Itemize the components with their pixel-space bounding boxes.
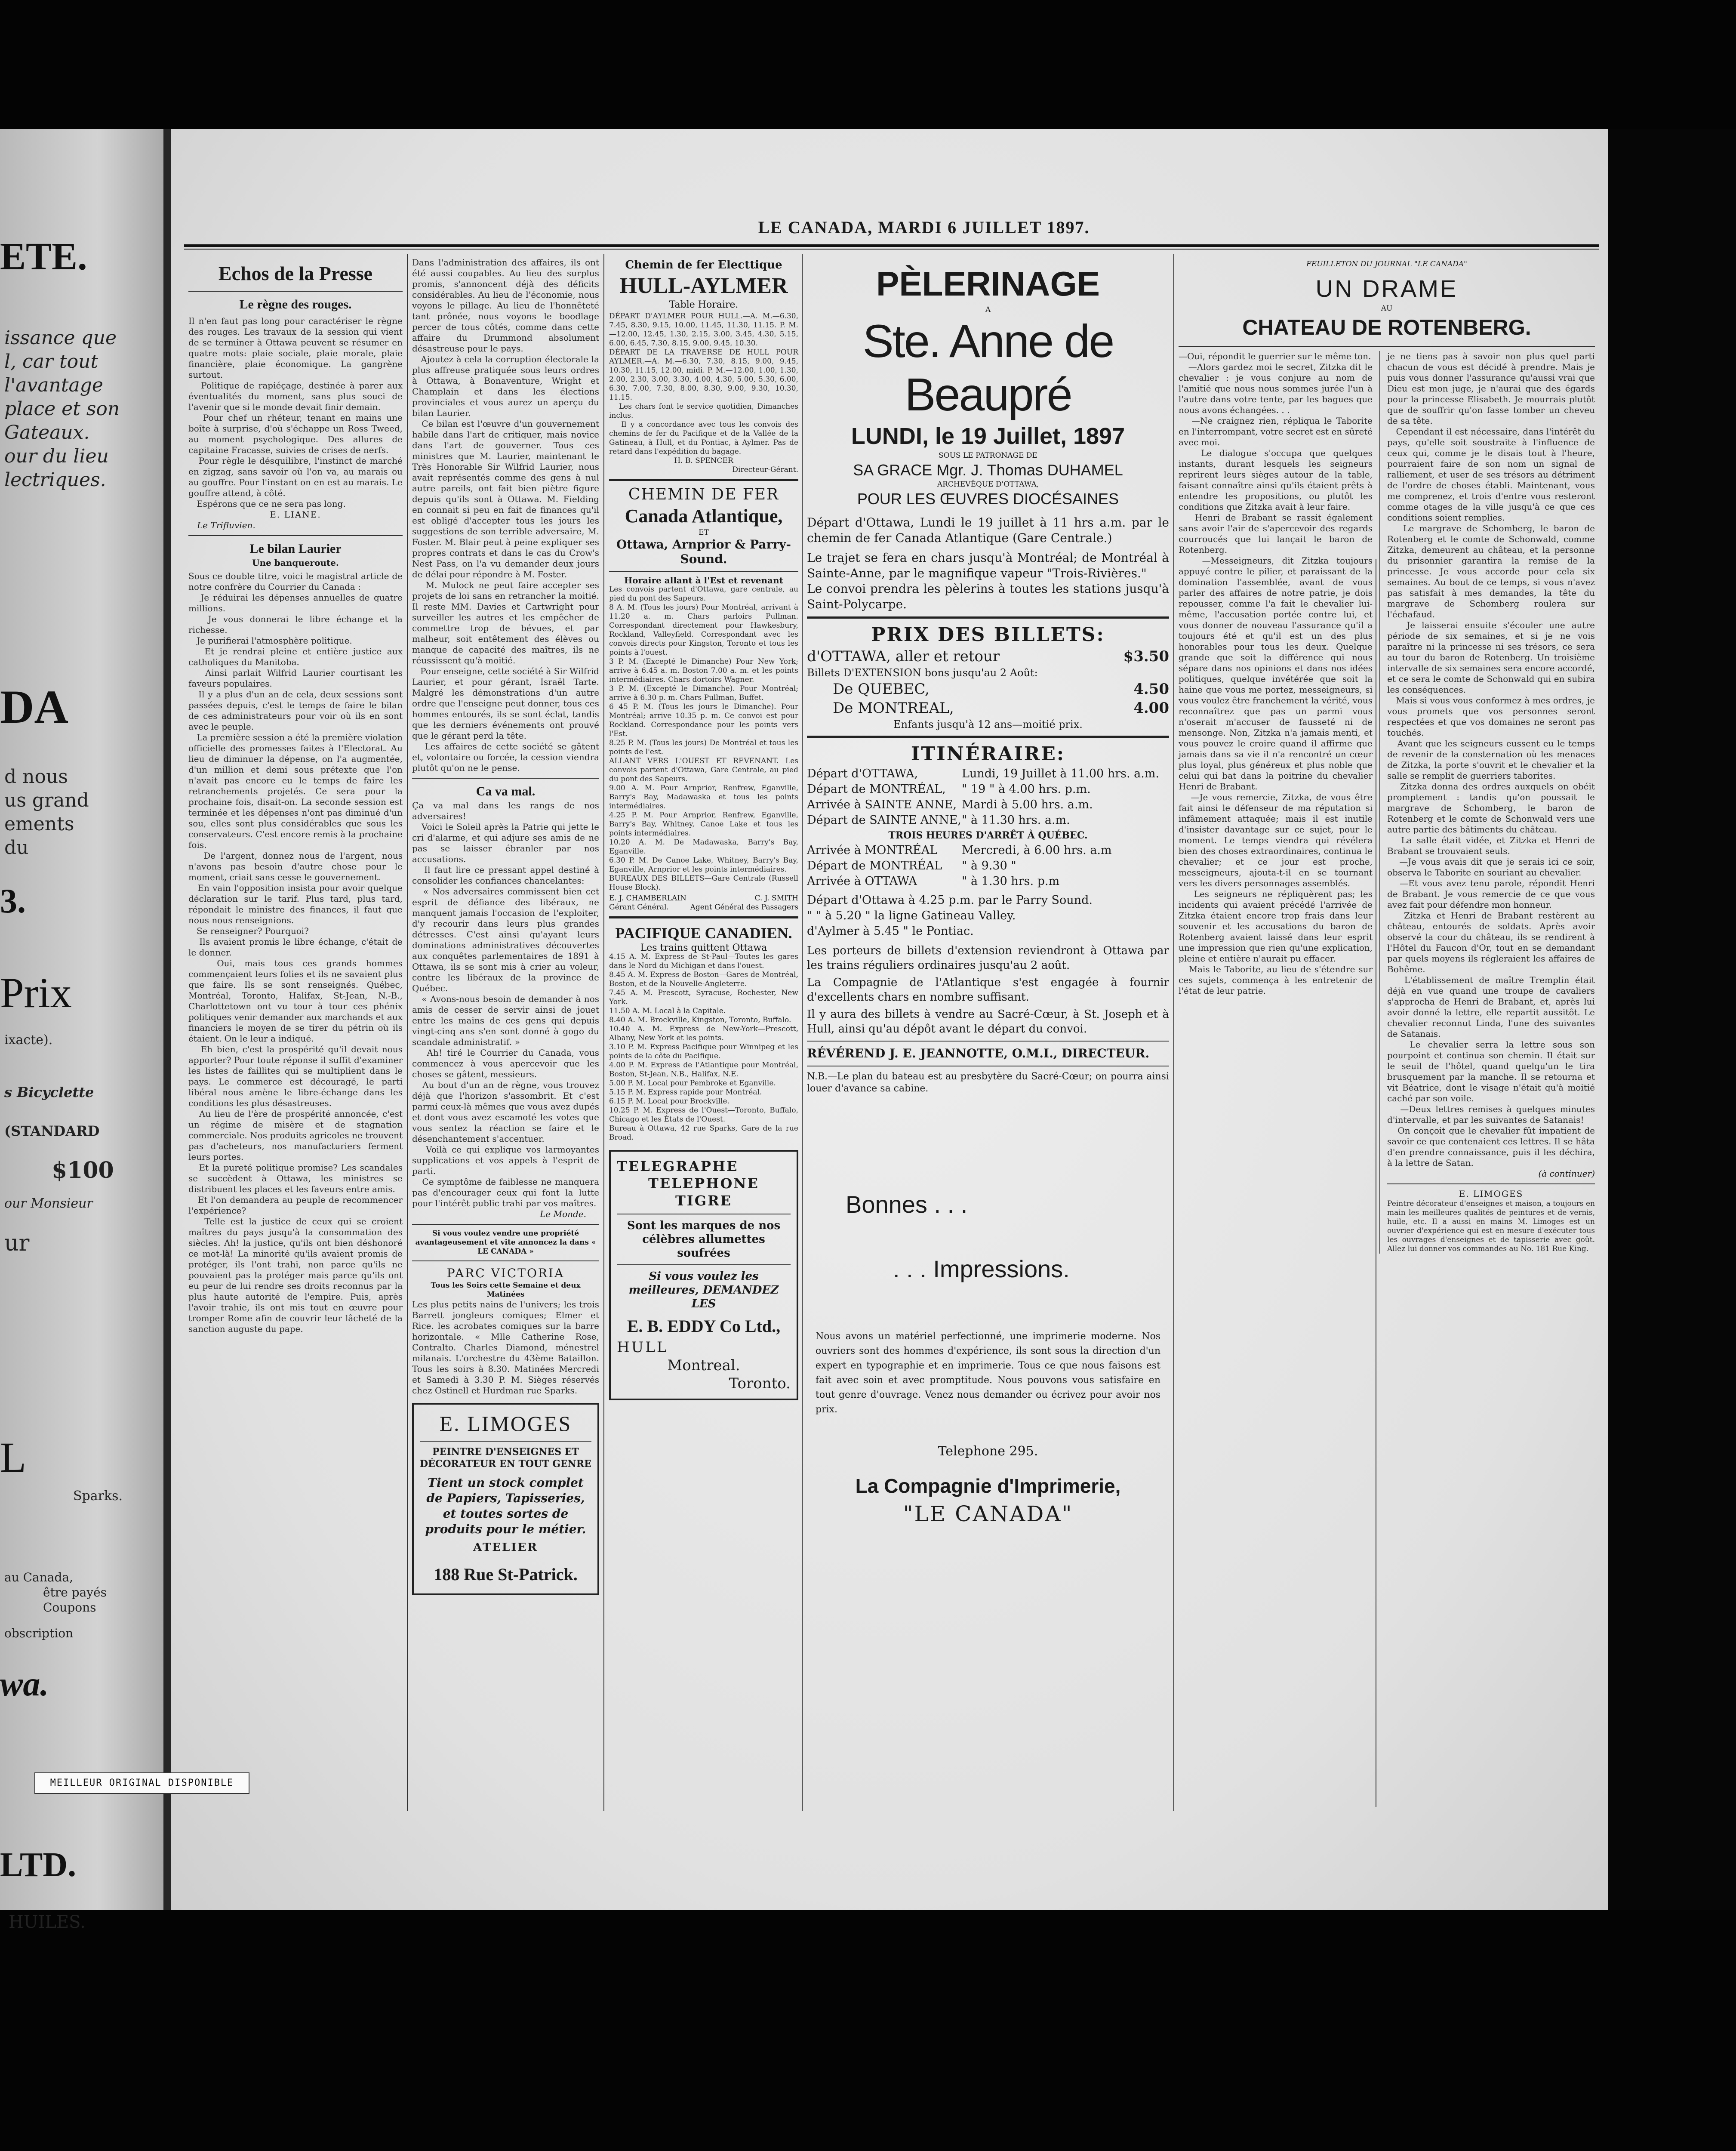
itin-when: " à 1.30 hrs. p.m [962,875,1060,888]
feuilleton-header: FEUILLETON DU JOURNAL "LE CANADA" [1306,260,1467,268]
prev-fragment: L [0,1433,27,1481]
prix-label: De QUEBEC, [833,681,930,698]
archive-stamp: MEILLEUR ORIGINAL DISPONIBLE [34,1772,249,1794]
feuilleton-text: je ne tiens pas à savoir non plus quel parti chacun de vous est décidé à prendre. Mais je puis vous donner l'assurance qu'aussi vrai que Dieu est mon juge, je n'aurai que des égards pour la princesse Elisabeth. Je mourrais plutôt que de souffrir qu'on fasse tomber un cheveu de sa tête. Cependant il est nécessaire, dans l'intérêt du pays, qu'elle soit soustraite à l'influence de ceux qui, comme je le disais tout à l'heure, pourraient faire de son nom un signal de ralliement, et user de ses trésors au détriment de l'ordre de choses établi. Maintenant, vous me comprenez, et trois d'entre vous resteront comme otages de la ville jusqu'à ce que ces conditions soient remplies. Le margrave de Schomberg, le baron de Rotenberg et le comte de Schonwald, comme Zitzka, demeurent au château, et la personne du prisonnier garantira la remise de la princesse. Je vous accorde pour cela six semaines. Au bout de ce temps, si vous n'avez pas satisfait à mes demandes, la tête du margrave de Schomberg roulera sur l'échafaud. Je laisserai ensuite s'écouler une autre période de six semaines, et si je ne vois paraître ni la princesse ni ses trésors, ce sera au tour du baron de Rotenberg. Un troisième intervalle de six semaines sera encore accordé, et ce sera le comte de Schonwald qui en subira les conséquences. Mais si vous vous conformez à mes ordres, je vous promets que vos personnes seront respectées et que vos domaines ne seront pas touchés. Avant que les seigneurs eussent eu le temps de revenir de la consternation où les menaces de Zitzka, la porte s'ouvrit et le chevalier et la salle se remplit de guerriers taborites. Zitzka donna des ordres auxquels on obéit promptement : tandis qu'on poussait le margrave de Schomberg, le baron de Rotenberg et le comte de Schonwald vers une autre partie des bâtiments du château. La salle était vidée, et Zitzka et Henri de Brabant se trouvaient seuls. —Je vous avais dit que je serais ici ce soir, observa le Taborite en souriant au chevalier. —Et vous avez tenu parole, répondit Henri de Brabant. Je vous remercie de ce que vous avez fait pour défendre mon honneur. Zitzka et Henri de Brabant restèrent au château, entourés de soldats. Après avoir observé la cour du château, ils se rendirent à l'Hôtel du Faucon d'Or, tout en se demandant par quels moyens ils régleraient les affaires de Bohême. L'établissement de maître Tremplin était déjà en vue quand une troupe de cavaliers s'approcha de Henri de Brabant, et, après lui avoir donné la lettre, elle repartit aussitôt. Le chevalier reconnut Linda, l'une des suivantes de Satanais. Le chevalier serra la lettre sous son pourpoint et continua son chemin. Il était sur le seuil de l'hôtel, quand quelqu'un le tira brusquement par la manche. Il se retourna et vit Béatrice, dont le visage n'était qu'à moitié caché par son voile. —Deux lettres remises à quelques minutes d'intervalle, et par les suivantes de Satanais! On conçoit que le chevalier fût impatient de savoir ce que contenaient ces lettres. Il se hâta d'en prendre connaissance, puis il les déchira, à la lettre de Satan. [1387,351,1595,1168]
prev-fragment: $100 [52,1157,114,1183]
prev-fragment: l, car tout [4,351,98,373]
prix-enfants: Enfants jusqu'à 12 ans—moitié prix. [893,718,1083,730]
feuilleton-au: AU [1381,304,1393,313]
pelerinage-convoi: Le convoi prendra les pèlerins à toutes les stations jusqu'à Saint-Polycarpe. [807,582,1169,611]
prev-fragment: LTD. [0,1846,77,1884]
impressions-company: La Compagnie d'Imprimerie, [855,1475,1121,1497]
prix-label: Billets D'EXTENSION bons jusqu'au 2 Août: [807,667,1038,679]
itin-place: Départ d'OTTAWA, [807,767,918,780]
article-subtitle: Une banqueroute. [252,558,339,568]
prev-fragment: issance que [4,327,117,349]
cp-title: PACIFIQUE CANADIEN. [615,924,792,942]
prix-table [807,647,1169,718]
article-source: Le Trifluvien. [197,520,255,530]
article-body: Il n'en faut pas long pour caractériser le règne des rouges. Les travaux de la session qui vient de se terminer à Ottawa peuvent se résumer en quatre mots: plaie sociale, plaie morale, plaie financière, plaie économique. La gangrène surtout. Politique de rapiéçage, destinée à parer aux éventualités du moment, sans plus souci de l'avenir que si le monde devait finir demain. Pour chef un rhéteur, tenant en mains une boîte à surprise, d'où s'échappe un Ross Tweed, au moment psychologique. Des allures de capitaine Fracasse, suivies de crises de nerfs. Pour règle le désquilibre, l'instinct de marché en zigzag, sans savoir où l'on va, au marais ou au gouffre. Pour l'instant on en est au marais. Le gouffre attend, à côté. Espérons que ce ne sera pas long. [188,316,403,509]
pelerinage-nb: N.B.—Le plan du bateau est au presbytère du Sacré-Cœur; on pourra ainsi louer d'avance sa cabine. [807,1071,1169,1094]
sale-notice: Si vous voulez vendre une propriété avantageusement et vite annoncez la dans « LE CANADA » [415,1229,596,1256]
article-body: Sous ce double titre, voici le magistral article de notre confrère du Courrier du Canada : Je réduirai les dépenses annuelles de quatre millions. Je vous donnerai le libre échange et la richesse. Je purifierai l'atmosphère politique. Et je rendrai pleine et entière justice aux catholiques du Manitoba. Ainsi parlait Wilfrid Laurier courtisant les faveurs populaires. Il y a plus d'un an de cela, deux sessions sont passées depuis, c'est le temps de faire le bilan de ces administrateurs pour voir où ils en sont avec le peuple. La première session a été la première violation officielle des promesses faites à l'Electorat. Au lieu de diminuer la dépense, on l'a augmentée, d'un million et demi sous prétexte que l'on n'avait pas encore eu le temps de faire les retranchements projetés. Ce sera pour la prochaine fois, disait-on. La seconde session est terminée et les dépenses n'ont pas diminué d'un sou, elles sont plus considérables que sous les conservateurs. C'est encore remis à la prochaine fois. De l'argent, donnez nous de l'argent, nous n'avons pas besoin d'autre chose pour le moment, criait sans cesse le gouvernement. En vain l'opposition insista pour avoir quelque déclaration sur le tarif. Plus tard, plus tard, répondait le ministre des finances, il faut que nous nous renseignions. Se renseigner? Pourquoi? Ils avaient promis le libre échange, c'était de le donner. Oui, mais tous ces grands hommes commençaient leurs folies et ils ne savaient plus que faire. Ils se sont renseignés. Québec, Montréal, Toronto, Halifax, St-Jean, N.-B., Charlottetown ont vu tour à tour ces phénix politiques venir demander aux marchands et aux financiers le moyen de se tirer du pétrin où ils étaient. On le leur a indiqué. [188,571,403,1044]
itin-place: Arrivée à OTTAWA [807,875,917,888]
prev-fragment: d nous [4,766,68,788]
limoges-stock: Tient un stock complet de Papiers, Tapisseries, et toutes sortes de produits pour le métier. [425,1476,586,1536]
eddy-city: HULL [617,1339,668,1356]
itin-when: Mercredi, à 6.00 hrs. a.m [962,844,1112,857]
feuilleton-title2: CHATEAU DE ROTENBERG. [1242,315,1531,339]
column-rule [603,254,604,1811]
previous-page-fragment [0,129,163,1932]
prev-fragment: place et son [4,398,120,420]
limoges-trade: PEINTRE D'ENSEIGNES ET DÉCORATEUR EN TOUT GENRE [420,1446,591,1470]
pelerinage-oeuvres: POUR LES ŒUVRES DIOCÉSAINES [857,490,1119,508]
ca-title: Canada Atlantique, [625,505,783,527]
prix-value: $3.50 [1123,648,1169,665]
ca-sign-right: C. J. SMITH [754,894,798,903]
eddy-city: Montreal. [667,1357,740,1374]
column-echos [188,254,403,1837]
prev-fragment: Gateaux. [4,422,90,444]
impressions-telephone: Telephone 295. [938,1444,1038,1459]
park-title: PARC VICTORIA [446,1266,565,1280]
prix-label: De MONTREAL, [833,700,954,717]
prev-fragment: au Canada, [4,1570,73,1584]
cp-subtitle: Les trains quittent Ottawa [640,943,767,953]
prev-fragment: us grand [4,789,89,811]
column-rule [1173,254,1174,1811]
itin-line: Départ d'Ottawa à 4.25 p.m. par le Parry Sound. [807,894,1093,907]
pelerinage-directeur: RÉVÉREND J. E. JEANNOTTE, O.M.I., DIRECTEUR. [807,1046,1150,1060]
prev-fragment: ETE. [0,235,87,278]
feuilleton [1179,254,1595,1837]
prev-fragment: l'avantage [4,374,103,396]
pelerinage-ad [807,254,1169,1136]
ca-subtitle: Ottawa, Arnprior & Parry-Sound. [616,537,791,566]
hull-title: HULL-AYLMER [619,274,788,298]
limoges-address: 188 Rue St-Patrick. [434,1565,578,1584]
limoges-ad [412,1403,599,1595]
prev-fragment: our du lieu [4,445,109,467]
limoges-atelier: ATELIER [473,1541,538,1554]
park-body: Les plus petits nains de l'univers; les trois Barrett jongleurs comiques; Elmer et Rice. les acrobates comiques sur la barre horizontale. « Mlle Catherine Rose, Contralto. Charles Diamond, ménestrel milanais. L'orchestre du 43ème Bataillon. Tous les soirs à 8.30. Matinées Mercredi et Samedi à 3.30 P. M. Sièges réservés chez Ostinell et Hurdman rue Sparks. [412,1299,602,1396]
eddy-ad [609,1150,798,1400]
article-source: Le Monde. [540,1209,586,1219]
prev-fragment: être payés [43,1585,107,1599]
pelerinage-vente: Il y aura des billets à vendre au Sacré-Cœur, à St. Joseph et à Hull, ainsi qu'au dépôt avant le départ du convoi. [807,1008,1169,1035]
prev-fragment: ements [4,813,74,835]
itin-place: Départ de SAINTE ANNE, [807,814,961,827]
impressions-bonnes: Bonnes . . . [846,1191,968,1218]
article-body: Dans l'administration des affaires, ils ont été aussi coupables. Au lieu des surplus promis, s'annoncent déjà des déficits considérables. Au lieu de l'économie, nous voyons le pillage. Au lieu de l'honnêteté tant prônée, nous voyons le boodlage percer de tous côtés, comme dans cette affaire du Drummond absolument désastreuse pour le pays. Ajoutez à cela la corruption électorale la plus affreuse pratiquée sous leurs ordres à Ottawa, à Bonaventure, Wright et Champlain et dans les élections provinciales et vous aurez un aperçu du bilan Laurier. Ce bilan est l'œuvre d'un gouvernement habile dans l'art de critiquer, mais novice dans l'art de gouverner. Tous ces ministres que M. Laurier, maintenant le Très Honorable Sir Wilfrid Laurier, nous avait représentés comme des gens à nul autre pareils, ont fait bien piètre figure depuis qu'ils sont à Ottawa. M. Fielding en connait si peu en fait de finances qu'il est obligé d'accepter tous les jours les suggestions de son terrible adversaire, M. Foster. M. Blair peut à peine expliquer ses propres contrats et dans le cas du Crow's Nest Pass, on l'a vu demander deux jours de délai pour répondre à M. Foster. M. Mulock ne peut faire accepter ses projets de loi sans en retrancher la moitié. Il reste MM. Davies et Cartwright pour surveiller les autres et les empêcher de commettre trop de bévues, et par malheur, soit entêtement des élèves ou manque de capacité des maîtres, ils ne réussissent qu'à moitié. Pour enseigne, cette société à Sir Wilfrid Laurier, et pour gérant, Israël Tarte. Malgré les démonstrations d'un autre ordre que l'enseigne peut donner, tous ces hommes entourés, ils se sont éclat, tandis que les derniers événements ont prouvé que le gérant perd la tête. Les affaires de cette société se gâtent et, volontaire ou forcée, la cession viendra plutôt qu'on ne le pense. [412,257,599,773]
pelerinage-date: LUNDI, le 19 Juillet, 1897 [851,423,1125,449]
hull-header: Chemin de fer Electtique [625,259,782,271]
article-body: Eh bien, c'est la prospérité qu'il devait nous apporter? Pour toute réponse il suffit d'examiner les listes de faillites qui se multiplient dans le pays. Le commerce est découragé, le parti libéral nous amène le libre-échange dans les conditions les plus désastreuses. Au lieu de l'ère de prospérité annoncée, c'est un régime de misère et de stagnation commerciale. Nos produits agricoles ne trouvent pas d'acheteurs, nos manufacturiers ferment leurs portes. Et la pureté politique promise? Les scandales se succèdent à Ottawa, les ministres se distribuent les places et les faveurs entre amis. Et l'on demandera au peuple de recommencer l'expérience? Telle est la justice de ceux qui se croient maîtres du pays jusqu'à la consommation des siècles. Ah! la justice, qu'ils ont bien déshonoré ce mot-là! La minorité qu'ils avaient promis de protéger, ils l'ont trahi, non parce qu'ils ne pouvaient pas la protéger mais parce qu'ils ont eu peur de lui rendre ses droits reconnus par la plus haute autorité de l'empire. Puis, après l'avoir trahie, ils ont mis tout en œuvre pour tromper Rome afin de couvrir leur lâcheté de la sanction auguste du pape. [188,1044,403,1334]
eddy-text: Si vous voulez les meilleures, DEMANDEZ LES [628,1270,779,1310]
prix-label: d'OTTAWA, aller et retour [807,648,1000,665]
article-title: Le bilan Laurier [249,542,342,556]
prev-fragment: Prix [0,969,72,1017]
hull-subtitle: Table Horaire. [669,299,739,310]
prev-fragment: ur [4,1230,30,1256]
itin-line: " " à 5.20 " la ligne Gatineau Valley. [807,909,1016,922]
itin-place: Arrivée à SAINTE ANNE, [807,798,957,811]
prev-fragment: (STANDARD [4,1123,100,1139]
pelerinage-place: Ste. Anne de Beaupré [862,315,1114,420]
itin-place: Départ de MONTRÉAL [807,859,942,872]
impressions-title: . . . Impressions. [893,1255,1070,1282]
column-rule [407,254,408,1811]
eddy-brand: E. B. EDDY Co Ltd., [627,1316,781,1336]
eddy-text: Sont les marques de nos célèbres allumettes soufrées [627,1219,781,1260]
pelerinage-archeveque: ARCHEVÊQUE D'OTTAWA, [937,480,1039,489]
article-title: Le règne des rouges. [239,297,352,311]
pelerinage-trajet: Le trajet se fera en chars jusqu'à Montréal; de Montréal à Sainte-Anne, par le magnifique vapeur "Trois-Rivières." [807,551,1169,580]
prev-fragment: obscription [4,1626,74,1640]
itin-when: " à 9.30 " [962,859,1016,872]
column-railways [609,254,798,1837]
feuilleton-limoges-sign: E. LIMOGES [1459,1189,1524,1199]
page-gutter [163,129,171,1910]
itin-when: Mardi à 5.00 hrs. a.m. [962,798,1093,811]
prev-fragment: DA [0,681,68,733]
prev-fragment: lectriques. [4,469,106,491]
prev-fragment: HUILES. [9,1912,86,1932]
prix-title: PRIX DES BILLETS: [871,624,1105,646]
prev-fragment: s Bicyclette [4,1084,94,1100]
pelerinage-depart: Départ d'Ottawa, Lundi le 19 juillet à 11 hrs a.m. par le chemin de fer Canada Atlantique (Gare Centrale.) [807,515,1169,545]
itin-place: Arrivée à MONTRÉAL [807,844,938,857]
ca-sign-left: E. J. CHAMBERLAIN [609,894,686,903]
feuilleton-continuer: (à continuer) [1538,1168,1595,1179]
ca-sign-left-role: Gérant Général. [609,903,669,912]
itin-place: Départ de MONTRÉAL, [807,783,946,796]
feuilleton-limoges-text: Peintre décorateur d'enseignes et maison, a toujours en main les meilleures qualités de peintures et de vernis, huile, etc. Il a aussi en mains M. Limoges est un ouvrier d'expérience qui est en mesure d'exécuter tous les ouvrages d'enseignes et de tapisserie avec goût. Allez lui donner vos commandes au No. 181 Rue King. [1387,1199,1597,1253]
prev-fragment: Sparks. [73,1488,123,1504]
itin-when: Lundi, 19 Juillet à 11.00 hrs. a.m. [962,767,1159,780]
column-laurier [412,254,602,1837]
impressions-body: Nous avons un matériel perfectionné, une imprimerie moderne. Nos ouvriers sont des hommes d'expérience, ils sont sous la direction d'un expert en typographie et en imprimerie. Tous ce que nous faisons est fait avec soin et avec promptitude. Nous pouvons vous satisfaire en tout genre d'ouvrage. Venez nous demander ou écrivez pour avoir nos prix. [816,1331,1160,1415]
feuilleton-title1: UN DRAME [1315,275,1458,302]
prix-value: 4.50 [1133,681,1169,698]
prev-fragment: 3. [0,882,26,920]
pelerinage-a: A [985,305,991,314]
article-title: Ca va mal. [476,784,536,798]
header-rule [184,249,1599,250]
column-rule [802,254,803,1811]
article-body: Ça va mal dans les rangs de nos adversaires! Voici le Soleil après la Patrie qui jette le cri d'alarme, et qui adjure ses amis de ne pas se laisser ébranler par nos accusations. Il faut lire ce pressant appel destiné à consolider les confiances chancelantes: « Nos adversaires commissent bien cet esprit de défiance des libéraux, ne manquent jamais l'occasion de l'exploiter, d'y recourir dans leurs plus grandes détresses. C'est ainsi qu'ayant leurs dominations administratives découvertes aux conquêtes parlementaires de 1891 à Ottawa, ils se sont mis à crier au voleur, contre les libéraux de la province de Québec. « Avons-nous besoin de demander à nos amis de cesser de servir ainsi de jouet entre les mains de ces gens qui depuis vingt-cinq ans s'en sont donné à gogo du scandale administratif. » Ah! tiré le Courrier du Canada, vous commencez à vous apercevoir que les choses se gâtent, messieurs. Au bout d'un an de règne, vous trouvez déjà que l'horizon s'assombrit. Et c'est parmi ceux-là mêmes que vous avez dupés et dont vous avez escamoté les votes que vous sentez la réaction se faire et le désenchantement s'accentuer. Voilà ce qui explique vos larmoyantes supplications et vos appels à l'esprit de parti. Ce symptôme de faiblesse ne manquera pas d'encourager ceux qui font la lutte pour l'intérêt public trahi par vos maîtres. [412,800,600,1208]
impressions-ad [807,1153,1169,1712]
hull-signature-role: Directeur-Gérant. [732,465,798,474]
ca-et: ET [699,528,709,537]
eddy-line: TELEGRAPHE [617,1158,739,1174]
itin-when: " à 11.30 hrs. a.m. [962,814,1070,827]
header-rule [184,244,1599,247]
pelerinage-porteurs: Les porteurs de billets d'extension reviendront à Ottawa par les trains réguliers ordinaires jusqu'au 2 août. [807,944,1169,972]
article-signature: E. LIANE. [270,509,321,520]
pelerinage-patronage: SOUS LE PATRONAGE DE [939,451,1037,460]
pelerinage-title: PÈLERINAGE [876,265,1100,303]
ca-horaire: Horaire allant à l'Est et revenant [624,575,783,586]
eddy-line: TIGRE [675,1193,733,1209]
itin-title: ITINÉRAIRE: [911,743,1065,765]
itin-when: " 19 " à 4.00 hrs. p.m. [962,783,1091,796]
section-title: Echos de la Presse [218,262,373,284]
impressions-name: "LE CANADA" [903,1501,1073,1526]
ca-header: CHEMIN DE FER [628,486,779,503]
pelerinage-compagnie: La Compagnie de l'Atlantique s'est engagée à fournir d'excellents chars en nombre suffisant. [807,976,1169,1004]
prix-value: 4.00 [1133,700,1169,717]
eddy-line: TELEPHONE [648,1175,759,1192]
hull-timetable: DÉPART D'AYLMER POUR HULL.—A. M.—6.30, 7.45, 8.30, 9.15, 10.00, 11.45, 11.30, 11.15. P. M.—12.00, 12.45, 1.30, 2.15, 3.00, 3.45, 4.30, 5.15, 6.00, 6.45, 7.30, 8.15, 9.00, 9.45, 10.30. DÉPART DE LA TRAVERSE DE HULL POUR AYLMER.—A. M.—6.30, 7.30, 8.15, 9.00, 9.45, 10.30, 11.15, 12.00, midi. P. M.—12.00, 1.00, 1.30, 2.00, 2.30, 3.00, 3.30, 4.00, 4.30, 5.00, 5.30, 6.00, 6.30, 7.00, 7.30, 8.00, 8.30, 9.00, 9.30, 10.30, 11.15. Les chars font le service quotidien, Dimanches inclus. Il y a concordance avec tous les convois des chemins de fer du Pacifique et de la Vallée de la Gatineau, à Hull, et du Pontiac, à Aylmer. Pas de retard dans l'expédition du bagage. [609,312,798,456]
limoges-name: E. LIMOGES [439,1411,572,1436]
itin-line: d'Aylmer à 5.45 " le Pontiac. [807,924,974,938]
ca-sign-right-role: Agent Général des Passagers [690,903,798,912]
prev-fragment: wa. [0,1665,49,1703]
park-subtitle: Tous les Soirs cette Semaine et deux Matinées [431,1281,581,1299]
trois-heures: TROIS HEURES D'ARRÊT À QUÉBEC. [888,830,1088,841]
eddy-city: Toronto. [729,1375,791,1392]
hull-signature: H. B. SPENCER [674,456,733,465]
pelerinage-grace: SA GRACE Mgr. J. Thomas DUHAMEL [853,461,1123,479]
feuilleton-text: —Oui, répondit le guerrier sur le même ton. —Alors gardez moi le secret, Zitzka dit le chevalier : je vous conjure au nom de l'amitié que nous nous sommes jurée l'un à l'autre dans votre tente, par les bagues que nous avons échangées. . . —Ne craignez rien, répliqua le Taborite en l'interrompant, votre secret est en sûreté avec moi. Le dialogue s'occupa que quelques instants, durant lesquels les seigneurs reprirent leurs sièges autour de la table, faisant connaître ainsi qu'ils étaient prêts à entendre les propositions, ou plutôt les conditions que Zitzka avait à leur faire. Henri de Brabant se rassit également sans avoir l'air de s'apercevoir des regards courroucés que lui lançait le baron de Rotenberg. —Messeigneurs, dit Zitzka toujours appuyé contre le pilier, et paraissant de la domination l'assemblée, avant de vous parler des affaires de notre patrie, je dois repousser, comme l'a fait le chevalier lui-même, l'accusation portée contre lui, et vous donner de nouveau l'assurance qu'il a toujours été et qu'il est un des plus honorables pour tous les deux. Quelque grande que soit la différence qui nous sépare dans nos opinions et dans nos idées politiques, quelque invétérée que soit la haine que vous me portez, messeigneurs, si vous voulez être franchement la vérité, vous reconnaîtrez que pas un parmi vous n'oserait m'accuser de fausseté ni de mensonge. Non, Zitzka n'a jamais menti, et vous pouvez le croire quand il affirme que jamais dans sa vie il n'a rencontré un cœur plus loyal, plus généreux et plus noble que celui qui bat dans la poitrine du chevalier Henri de Brabant. —Je vous remercie, Zitzka, de vous être fait ainsi le défenseur de ma réputation si infâmement attaquée; mais il est inutile d'insister davantage sur ce sujet, pour le moment. Le temps viendra qui révélera bien des choses extraordinaires, continua le chevalier; et ce jour est proche, messeigneurs, ajouta-t-il en se tournant vers les divers personnages assemblés. Les seigneurs ne répliquèrent pas; les incidents qui avaient précédé l'arrivée de Zitzka étaient encore trop frais dans leur souvenir et les accusations du baron de Rotenberg avaient laissé dans leur esprit une impression que rien qu'une explication, pleine et entière n'aurait pu effacer. Mais le Taborite, au lieu de s'étendre sur ces sujets, commença à les entretenir de l'état de leur patrie. [1179,351,1373,996]
ca-timetable: Les convois partent d'Ottawa, gare centrale, au pied du pont des Sapeurs. 8 A. M. (Tous les jours) Pour Montréal, arrivant à 11.20 a. m. Chars parloirs Pullman. Correspondant directement pour Hawkesbury, Rockland, Valleyfield. Correspondant avec les convois directs pour Kingston, Toronto et tous les points à l'ouest. 3 P. M. (Excepté le Dimanche) Pour New York; arrive à 6.45 a. m. Boston 7.00 a. m. et les points intermédiaires. Chars dortoirs Wagner. 3 P. M. (Excepté le Dimanche). Pour Montréal; arrive à 6.30 p. m. Chars Pullman, Buffet. 6 45 P. M. (Tous les jours le Dimanche). Pour Montréal; arrive 10.35 p. m. Ce convoi est pour Rockland. Correspondance pour les points vers l'Est. 8.25 P. M. (Tous les jours) De Montréal et tous les points de l'est. ALLANT VERS L'OUEST ET REVENANT. Les convois partent d'Ottawa, Gare Centrale, au pied du pont des Sapeurs. 9.00 A. M. Pour Arnprior, Renfrew, Eganville, Barry's Bay, Madawaska et tous les points intermédiaires. 4.25 P. M. Pour Arnprior, Renfrew, Eganville, Barry's Bay, Whitney, Canoe Lake et tous les points intermédiaires. 10.20 A. M. De Madawaska, Barry's Bay, Eganville. 6.30 P. M. De Canoe Lake, Whitney, Barry's Bay, Eganville, Arnprior et les points intermédiaires. BUREAUX DES BILLETS—Gare Centrale (Russell House Block). [609,585,798,892]
cp-timetable: 4.15 A. M. Express de St-Paul—Toutes les gares dans le Nord du Michigan et dans l'ouest. 8.45 A. M. Express de Boston—Gares de Montréal, Boston, et de la Nouvelle-Angleterre. 7.45 A. M. Prescott, Syracuse, Rochester, New York. 11.50 A. M. Local à la Capitale. 8.40 A. M. Brockville, Kingston, Toronto, Buffalo. 10.40 A. M. Express de New-York—Prescott, Albany, New York et les points. 3.10 P. M. Express Pacifique pour Winnipeg et les points de la côte du Pacifique. 4.00 P. M. Express de l'Atlantique pour Montréal, Boston, St-Jean, N.B., Halifax, N.E. 5.00 P. M. Local pour Pembroke et Eganville. 5.15 P. M. Express rapide pour Montréal. 6.15 P. M. Local pour Brockville. 10.25 P. M. Express de l'Ouest—Toronto, Buffalo, Chicago et les États de l'Ouest. Bureau à Ottawa, 42 rue Sparks, Gare de la rue Broad. [609,952,798,1142]
prev-fragment: our Monsieur [4,1196,93,1211]
newspaper-page [171,129,1608,1910]
prev-fragment: du [4,837,29,859]
page-masthead: LE CANADA, MARDI 6 JUILLET 1897. [758,218,1090,237]
prev-fragment: Coupons [43,1600,96,1615]
scan-right-edge [1608,129,1736,1910]
prev-fragment: ixacte). [4,1032,53,1048]
